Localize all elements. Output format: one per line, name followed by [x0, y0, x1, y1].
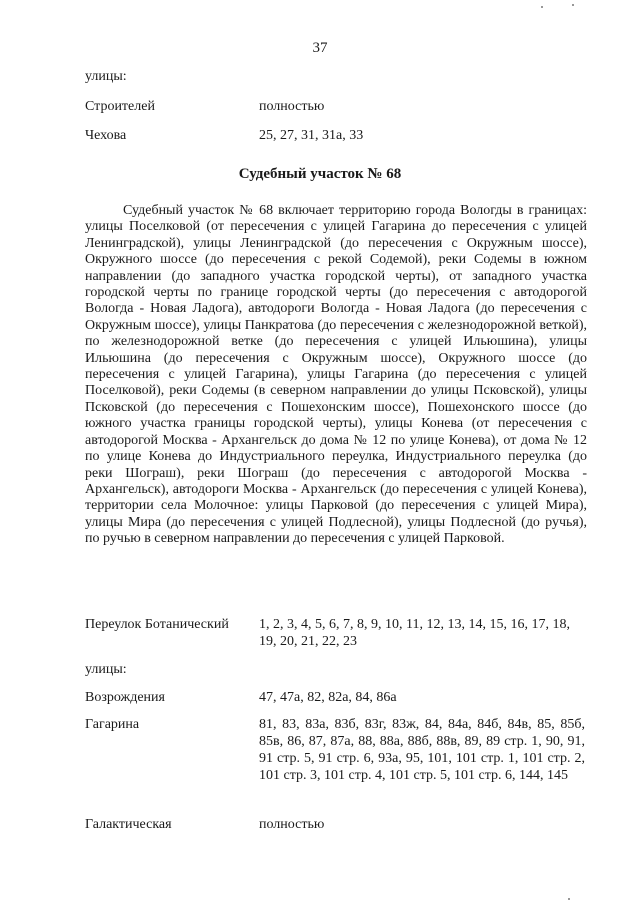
- scan-speck: [541, 6, 543, 8]
- house-numbers: 1, 2, 3, 4, 5, 6, 7, 8, 9, 10, 11, 12, 13, 14, 15, 16, 17, 18, 19, 20, 21, 22, 23: [259, 617, 570, 649]
- street-name: Строителей: [85, 99, 155, 114]
- street-name: Галактическая: [85, 817, 172, 832]
- boundary-description: Судебный участок № 68 включает территорию города Вологды в границах: улицы Поселковой (от пересечения с улицей Гагарина до пересечения с улицей Ленинградской), улицы Ленинградской (до пересечения с Окружным шоссе), Окружного шоссе (до пересечения с рекой Содемой), реки Содемы в южном направлении (до западного участка городской черты), от западного участка городской черты по границе городской черты (до пересечения с автодорогой Вологда - Новая Ладога), автодороги Вологда - Новая Ладога (до пересечения с Окружным шоссе), улицы Панкратова (до пересечения с железнодорожной веткой), по железнодорожной ветке (до пересечения с улицей Ильюшина), улицы Ильюшина (до пересечения с Окружным шоссе), Окружного шоссе (до пересечения с улицей Гагарина), улицы Гагарина (до пересечения с улицей Поселковой), реки Содемы (в северном направлении до улицы Псковской), улицы Псковской (до пересечения с Пошехонским шоссе), Пошехонского шоссе (до южного участка границы городской черты), улицы Конева (от пересечения с автодорогой Москва - Архангельск до дома № 12 по улице Конева), от дома № 12 по улице Конева до Индустриального переулка, Индустриального переулка (до реки Шограш), реки Шограш (до пересечения с автодорогой Москва - Архангельск), автодороги Москва - Архангельск (до пересечения с улицей Конева), территории села Молочное: улицы Парковой (до пересечения с улицей Мира), улицы Мира (до пересечения с улицей Подлесной), улицы Подлесной (до ручья), по ручью в северном направлении до пересечения с улицей Парковой.: [85, 203, 587, 547]
- street-name: Чехова: [85, 128, 127, 143]
- street-name: Переулок Ботанический: [85, 617, 229, 632]
- house-numbers: 81, 83, 83а, 83б, 83г, 83ж, 84, 84а, 84б, 84в, 85, 85б, 85в, 86, 87, 87а, 88, 88а, 88б, 88в, 89, 89 стр. 1, 90, 91, 91 стр. 5, 91 стр. 6, 93а, 95, 101, 101 стр. 1, 101 стр. 2, 101 стр. 3, 101 стр. 4, 101 стр. 5, 101 стр. 6, 144, 145: [259, 717, 585, 783]
- house-numbers: полностью: [259, 817, 325, 832]
- section-heading: Судебный участок № 68: [238, 166, 402, 182]
- streets-label: улицы:: [85, 662, 127, 677]
- page-number: 37: [312, 40, 328, 56]
- street-name: Возрождения: [85, 690, 165, 705]
- house-numbers: полностью: [259, 99, 325, 114]
- scan-speck: [572, 4, 574, 6]
- street-name: Гагарина: [85, 717, 140, 732]
- house-numbers: 25, 27, 31, 31а, 33: [259, 128, 364, 143]
- streets-label: улицы:: [85, 69, 127, 84]
- scan-speck: [568, 898, 570, 900]
- house-numbers: 47, 47а, 82, 82а, 84, 86а: [259, 690, 397, 705]
